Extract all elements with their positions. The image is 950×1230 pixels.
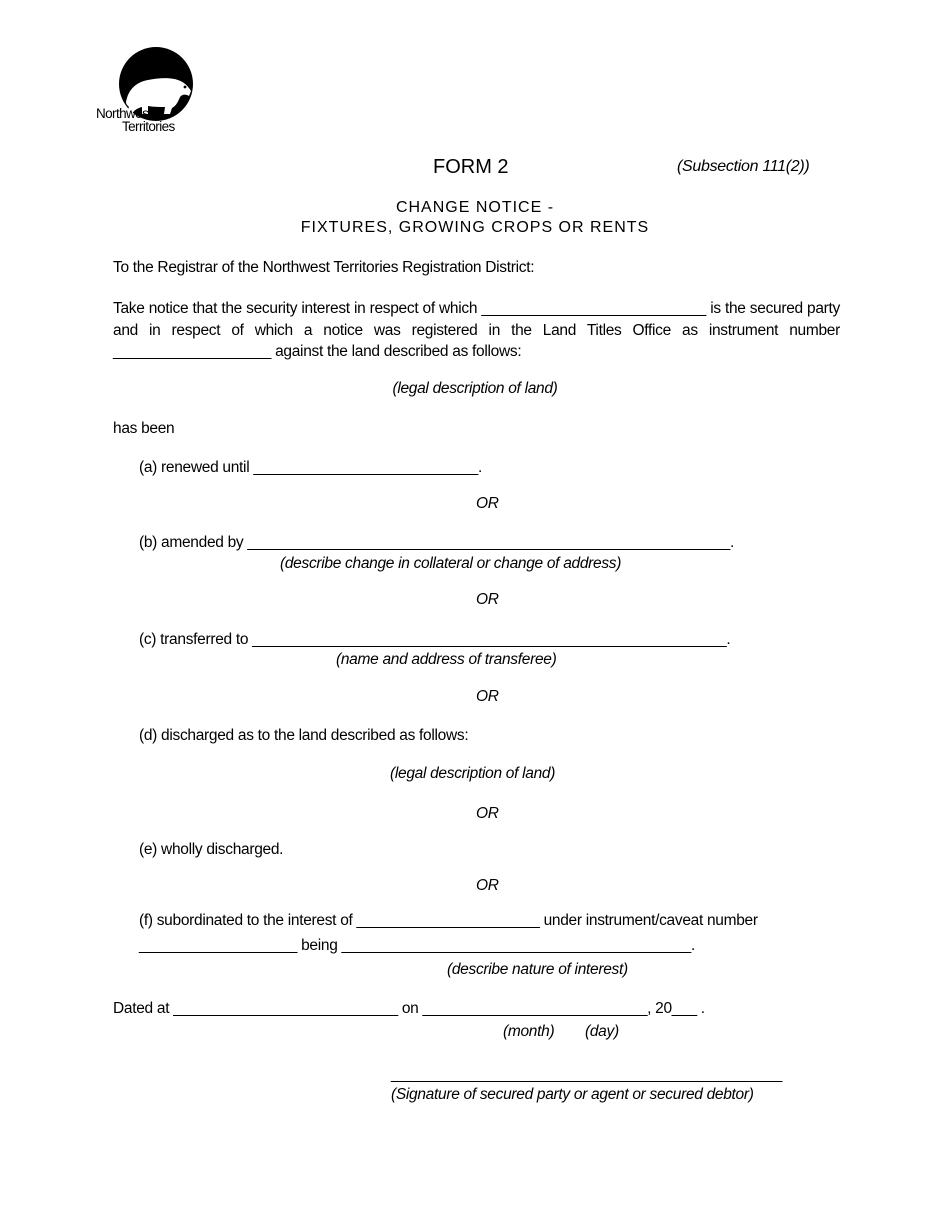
month-caption: (month)	[503, 1023, 555, 1040]
option-f-line-2: ___________________ being __________________________________________.	[139, 937, 695, 954]
form-title: FORM 2	[433, 156, 509, 178]
heading-line-1: CHANGE NOTICE -	[395, 199, 555, 216]
option-b-amended: (b) amended by __________________________________________________________.	[139, 534, 734, 551]
notice-paragraph	[113, 298, 840, 363]
signature-line: _______________________________________________	[391, 1066, 783, 1083]
addressee: To the Registrar of the Northwest Territories Registration District:	[113, 259, 535, 276]
heading-line-2: FIXTURES, GROWING CROPS OR RENTS	[300, 219, 650, 236]
signature-caption: (Signature of secured party or agent or secured debtor)	[391, 1086, 754, 1103]
option-d-caption: (legal description of land)	[390, 765, 556, 782]
day-caption: (day)	[585, 1023, 619, 1040]
option-c-transferred: (c) transferred to _________________________________________________________.	[139, 631, 731, 648]
or-separator: OR	[476, 877, 499, 894]
notice-text: Take notice that the security interest in respect of which ___________________________ is the secured party and in respect of which a notice was registered in the Land Titles Office as instrument number ___________________ against the land described as follows:	[113, 300, 840, 360]
option-c-caption: (name and address of transferee)	[336, 651, 557, 668]
option-f-line-1: (f) subordinated to the interest of ______________________ under instrument/caveat number	[139, 912, 758, 929]
legal-description-caption: (legal description of land)	[392, 380, 558, 397]
option-d-discharged: (d) discharged as to the land described as follows:	[139, 727, 469, 744]
option-b-caption: (describe change in collateral or change of address)	[280, 555, 622, 572]
or-separator: OR	[476, 805, 499, 822]
or-separator: OR	[476, 688, 499, 705]
has-been-text: has been	[113, 420, 175, 437]
subsection-reference: (Subsection 111(2))	[677, 158, 810, 175]
or-separator: OR	[476, 495, 499, 512]
option-a-renewed: (a) renewed until ___________________________.	[139, 459, 483, 476]
option-e-wholly-discharged: (e) wholly discharged.	[139, 841, 284, 858]
dated-line: Dated at ___________________________ on ___________________________, 20___ .	[113, 1000, 705, 1017]
or-separator: OR	[476, 591, 499, 608]
logo-text-line2: Territories	[122, 119, 175, 134]
option-f-caption: (describe nature of interest)	[447, 961, 628, 978]
logo-text-line1: Northwest	[96, 106, 152, 121]
